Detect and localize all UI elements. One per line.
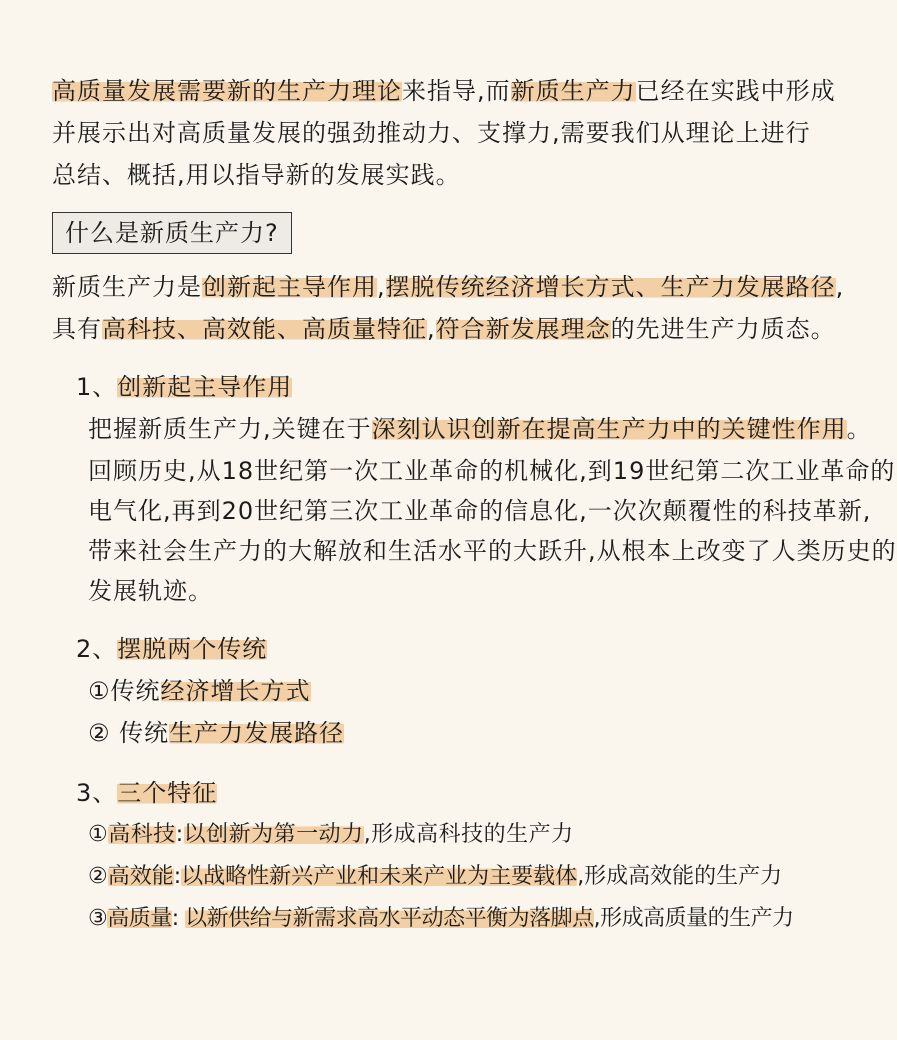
section-number: 3、 [76, 779, 118, 807]
highlight: 符合新发展理念 [435, 315, 611, 343]
intro-line-1 [52, 74, 836, 108]
highlight: 高效能 [107, 864, 174, 889]
highlight: 以战略性新兴产业和未来产业为主要载体 [181, 864, 578, 889]
section-1-line-4: 带来社会生产力的大解放和生活水平的大跃升,从根本上改变了人类历史的 [88, 537, 897, 565]
section-1-line-5: 发展轨迹。 [88, 577, 213, 605]
text: , [377, 273, 386, 301]
text: 来指导,而 [402, 77, 511, 105]
section-1-line-3: 电气化,再到20世纪第三次工业革命的信息化,一次次颠覆性的科技革新, [88, 497, 872, 525]
text: 具有 [52, 315, 102, 343]
highlight: 高质量 [107, 906, 172, 931]
section-number: 1、 [76, 373, 118, 401]
text: ③ [88, 906, 108, 931]
section-1-line-2: 回顾历史,从18世纪第一次工业革命的机械化,到19世纪第二次工业革命的 [88, 457, 896, 485]
highlight: 新质生产力 [510, 77, 636, 105]
highlight: 创新起主导作用 [202, 273, 377, 301]
highlight: 经济增长方式 [160, 677, 311, 705]
text: ,形成高效能的生产力 [577, 864, 783, 889]
text: ,形成高科技的生产力 [363, 822, 574, 847]
text: 。 [846, 415, 872, 443]
text: ①传统 [88, 677, 161, 705]
section-3-item-2 [88, 860, 782, 894]
highlight: 高质量发展需要新的生产力理论 [52, 77, 402, 105]
text: ,形成高质量的生产力 [593, 906, 794, 931]
intro-line-3: 总结、概括,用以指导新的发展实践。 [52, 161, 461, 189]
text: 新质生产力是 [52, 273, 202, 301]
highlight: 以创新为第一动力 [183, 822, 364, 847]
section-1-heading [76, 370, 292, 404]
definition-line-2 [52, 312, 836, 346]
highlight: 生产力发展路径 [169, 719, 345, 747]
text: , [835, 273, 845, 301]
text: : [173, 864, 182, 889]
text: : [175, 822, 184, 847]
highlight: 深刻认识创新在提高生产力中的关键性作用 [371, 415, 847, 443]
text: 已经在实践中形成 [635, 77, 836, 105]
section-title: 摆脱两个传统 [117, 635, 268, 663]
highlight: 高科技、高效能、高质量特征 [102, 315, 427, 343]
section-number: 2、 [76, 635, 118, 663]
text: ② [88, 864, 108, 889]
section-title: 创新起主导作用 [117, 373, 293, 401]
text: : [171, 906, 186, 931]
section-1-line-1 [88, 412, 872, 446]
section-2-item-1 [88, 674, 311, 708]
definition-line-1 [52, 270, 844, 304]
section-2-item-2 [88, 716, 344, 750]
intro-line-2: 并展示出对高质量发展的强劲推动力、支撑力,需要我们从理论上进行 [52, 119, 811, 147]
section-3-item-3 [88, 902, 794, 936]
text: , [427, 315, 436, 343]
highlight: 以新供给与新需求高水平动态平衡为落脚点 [185, 906, 594, 931]
question-heading-box: 什么是新质生产力? [52, 212, 292, 254]
highlight: 摆脱传统经济增长方式、生产力发展路径 [385, 273, 836, 301]
highlight: 高科技 [108, 822, 176, 847]
section-3-item-1 [88, 818, 574, 852]
text: 的先进生产力质态。 [610, 315, 836, 343]
text: ① [88, 822, 109, 847]
section-3-heading [76, 776, 217, 810]
section-2-heading [76, 632, 267, 666]
text: ② 传统 [88, 719, 170, 747]
text: 把握新质生产力,关键在于 [88, 415, 372, 443]
section-title: 三个特征 [117, 779, 218, 807]
